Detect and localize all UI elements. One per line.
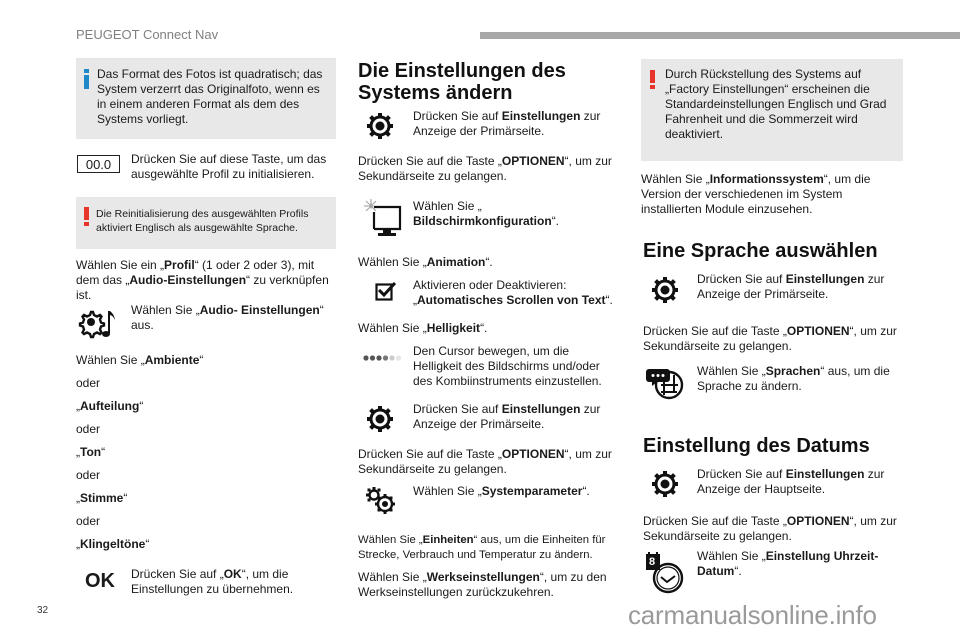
select-brightness: Wählen Sie „Helligkeit“.: [358, 321, 488, 335]
audio-settings-keyword: Audio-Einstellungen: [129, 273, 247, 287]
settings-gear-icon[interactable]: [651, 276, 679, 304]
step-options-secondary: Drücken Sie auf die Taste „OPTIONEN“, um zur Sekundärseite zu gelangen.: [358, 154, 612, 183]
profile-text: “ zu verknüpfen ist.: [76, 273, 329, 302]
warning-note-text: Die Reinitialisierung des ausgewählten Profils aktiviert Englisch als ausgewählte Sprache.: [96, 208, 309, 234]
date-step-options: Drücken Sie auf die Taste „OPTIONEN“, um zur Sekundärseite zu gelangen.: [643, 514, 897, 543]
option-separator: oder: [76, 514, 101, 528]
audio-settings-icon[interactable]: [78, 305, 118, 341]
step-screen-config: Wählen Sie „ Bildschirmkonfiguration“.: [413, 199, 560, 228]
screen-config-icon[interactable]: [362, 198, 404, 238]
step-options-secondary-2: Drücken Sie auf die Taste „OPTIONEN“, um zur Sekundärseite zu gelangen.: [358, 447, 612, 476]
select-factory-settings: Wählen Sie „Werkseinstellungen“, um zu den Werkseinstellungen zurückzukehren.: [358, 570, 607, 599]
factory-reset-warning-note: [641, 59, 903, 161]
language-heading: Eine Sprache auswählen: [643, 240, 878, 262]
language-icon[interactable]: [646, 365, 686, 401]
header-title: PEUGEOT Connect Nav: [76, 27, 219, 42]
audio-settings-instruction: [131, 303, 341, 333]
watermark: carmanualsonline.info: [628, 600, 877, 630]
step-system-parameters: Wählen Sie „Systemparameter“.: [413, 484, 590, 498]
settings-gear-icon[interactable]: [366, 405, 394, 433]
profile-text: “ (1 oder 2 oder 3), mit dem das „: [76, 258, 315, 287]
reset-profile-text: Drücken Sie auf diese Taste, um das ausgewählte Profil zu initialisieren.: [131, 152, 327, 181]
ok-instruction: [131, 567, 331, 597]
reset-profile-button[interactable]: 00.0: [77, 155, 120, 173]
option-item: „Klingeltöne“: [76, 537, 150, 551]
select-units: Wählen Sie „Einheiten“ aus, um die Einheiten für Strecke, Verbrauch und Temperatur zu ändern.: [358, 534, 606, 561]
system-parameters-icon[interactable]: [364, 486, 398, 516]
calendar-digit: 8: [649, 556, 656, 568]
brightness-instruction: Den Cursor bewegen, um die Helligkeit des Bildschirms und/oder des Kombiinstruments einzustellen.: [413, 344, 602, 388]
profile-keyword: Profil: [164, 258, 195, 272]
info-note-text: Das Format des Fotos ist quadratisch; das System verzerrt das Originalfoto, wenn es in einem anderen Format als dem des Systems vorliegt.: [97, 67, 323, 126]
clock-calendar-icon[interactable]: [646, 552, 686, 596]
lang-step-options: Drücken Sie auf die Taste „OPTIONEN“, um zur Sekundärseite zu gelangen.: [643, 324, 897, 353]
select-information-system: Wählen Sie „Informationssystem“, um die Version der verschiedenen im System installierten Module einzusehen.: [641, 172, 871, 216]
info-note: [76, 59, 336, 139]
lang-step-select-language: Wählen Sie „Sprachen“ aus, um die Sprache zu ändern.: [697, 364, 890, 393]
system-settings-heading: Die Einstellungen des Systems ändern: [358, 60, 566, 104]
step-settings-primary-2: Drücken Sie auf Einstellungen zur Anzeige der Primärseite.: [413, 402, 601, 431]
option-separator: oder: [76, 468, 101, 482]
profile-text: Wählen Sie ein „: [76, 258, 165, 272]
settings-gear-icon[interactable]: [366, 112, 394, 140]
lang-step-settings: Drücken Sie auf Einstellungen zur Anzeige der Primärseite.: [697, 272, 885, 301]
info-icon: [84, 69, 89, 89]
audio-text: “ aus.: [131, 303, 324, 332]
date-heading: Einstellung des Datums: [643, 435, 870, 457]
audio-keyword: Audio- Einstellungen: [199, 303, 320, 317]
brightness-slider-icon[interactable]: [362, 351, 404, 359]
factory-reset-warning-text: Durch Rückstellung des Systems auf „Factory Einstellungen“ erscheinen die Standardeinstellungen Englisch und Grad Fahrenheit und die Sommerzeit wird deaktiviert.: [665, 67, 887, 141]
ok-text: Drücken Sie auf „: [131, 567, 224, 581]
date-step-time-date: Wählen Sie „Einstellung Uhrzeit-Datum“.: [697, 549, 879, 578]
warning-note: [76, 197, 336, 249]
ok-button[interactable]: OK: [85, 570, 115, 592]
option-separator: oder: [76, 376, 101, 390]
audio-text: Wählen Sie „: [131, 303, 200, 317]
checkbox-icon[interactable]: [375, 281, 397, 301]
step-settings-primary: Drücken Sie auf Einstellungen zur Anzeige der Primärseite.: [413, 109, 601, 138]
date-step-settings: Drücken Sie auf Einstellungen zur Anzeige der Hauptseite.: [697, 467, 885, 496]
auto-scroll-toggle-text: Aktivieren oder Deaktivieren: „Automatisches Scrollen von Text“.: [413, 278, 613, 307]
select-animation: Wählen Sie „Animation“.: [358, 255, 493, 269]
settings-gear-icon[interactable]: [651, 470, 679, 498]
profile-instruction: [76, 258, 338, 303]
warning-icon: [650, 70, 655, 90]
option-item: „Aufteilung“: [76, 399, 144, 413]
warning-icon: [84, 207, 89, 227]
header-bar: [480, 32, 960, 39]
option-item: Wählen Sie „Ambiente“: [76, 353, 204, 367]
option-separator: oder: [76, 422, 101, 436]
ok-text: “, um die Einstellungen zu übernehmen.: [131, 567, 294, 596]
page-number: 32: [37, 605, 49, 616]
option-item: „Ton“: [76, 445, 106, 459]
option-item: „Stimme“: [76, 491, 128, 505]
ok-keyword: OK: [223, 567, 242, 581]
